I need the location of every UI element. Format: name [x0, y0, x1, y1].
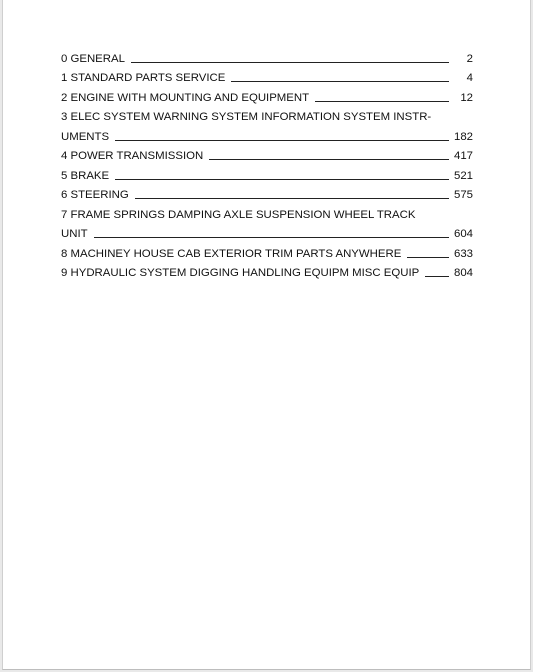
toc-leader-line: [94, 237, 449, 238]
toc-entry-standard-parts[interactable]: [61, 66, 473, 86]
toc-page-number: 182: [453, 130, 473, 143]
toc-entry-hydraulic-system[interactable]: [61, 261, 473, 281]
toc-page-number: 804: [453, 267, 473, 279]
toc-entry-general[interactable]: [61, 46, 473, 66]
toc-page-number: 12: [460, 91, 473, 104]
toc-entry-elec-system[interactable]: [61, 124, 473, 144]
toc-page-number: 4: [466, 72, 473, 84]
toc-entry-title-continuation: UMENTS: [61, 130, 110, 143]
toc-entry-title: 4 POWER TRANSMISSION: [61, 150, 204, 162]
toc-entry-title: 6 STEERING: [61, 189, 129, 201]
toc-page-number: 604: [453, 228, 473, 240]
toc-leader-line: [115, 140, 449, 141]
toc-entry-title: 0 GENERAL: [61, 52, 125, 65]
toc-entry-title: 3 ELEC SYSTEM WARNING SYSTEM INFORMATION SYSTEM INSTR-: [61, 111, 432, 123]
toc-entry-title: 1 STANDARD PARTS SERVICE: [61, 72, 226, 84]
toc-page-number: 521: [453, 169, 473, 182]
toc-entry-frame-springs-line1[interactable]: [61, 202, 473, 222]
document-page: [2, 0, 531, 670]
toc-entry-steering[interactable]: [61, 183, 473, 203]
toc-leader-line: [231, 81, 449, 82]
toc-entry-title: 2 ENGINE WITH MOUNTING AND EQUIPMENT: [61, 91, 310, 104]
toc-entry-title-continuation: UNIT: [61, 228, 88, 240]
toc-page-number: 2: [466, 52, 473, 65]
toc-leader-line: [135, 198, 449, 199]
toc-leader-line: [131, 62, 449, 63]
toc-entry-machinery-house[interactable]: [61, 241, 473, 261]
toc-page-number: 575: [453, 189, 473, 201]
toc-entry-title: 7 FRAME SPRINGS DAMPING AXLE SUSPENSION WHEEL TRACK: [61, 208, 416, 221]
toc-entry-frame-springs[interactable]: [61, 222, 473, 242]
toc-entry-title: 5 BRAKE: [61, 169, 110, 182]
toc-entry-power-transmission[interactable]: [61, 144, 473, 164]
toc-entry-brake[interactable]: [61, 163, 473, 183]
toc-page-number: 633: [453, 247, 473, 260]
toc-leader-line: [425, 276, 449, 277]
toc-entry-engine[interactable]: [61, 85, 473, 105]
toc-leader-line: [209, 159, 449, 160]
toc-entry-elec-system-line1[interactable]: [61, 105, 473, 125]
table-of-contents: [61, 46, 473, 280]
toc-leader-line: [407, 257, 449, 258]
toc-leader-line: [315, 101, 449, 102]
toc-leader-line: [115, 179, 449, 180]
toc-page-number: 417: [453, 150, 473, 162]
toc-entry-title: 9 HYDRAULIC SYSTEM DIGGING HANDLING EQUIPM MISC EQUIP: [61, 267, 420, 279]
toc-entry-title: 8 MACHINEY HOUSE CAB EXTERIOR TRIM PARTS ANYWHERE: [61, 247, 402, 260]
